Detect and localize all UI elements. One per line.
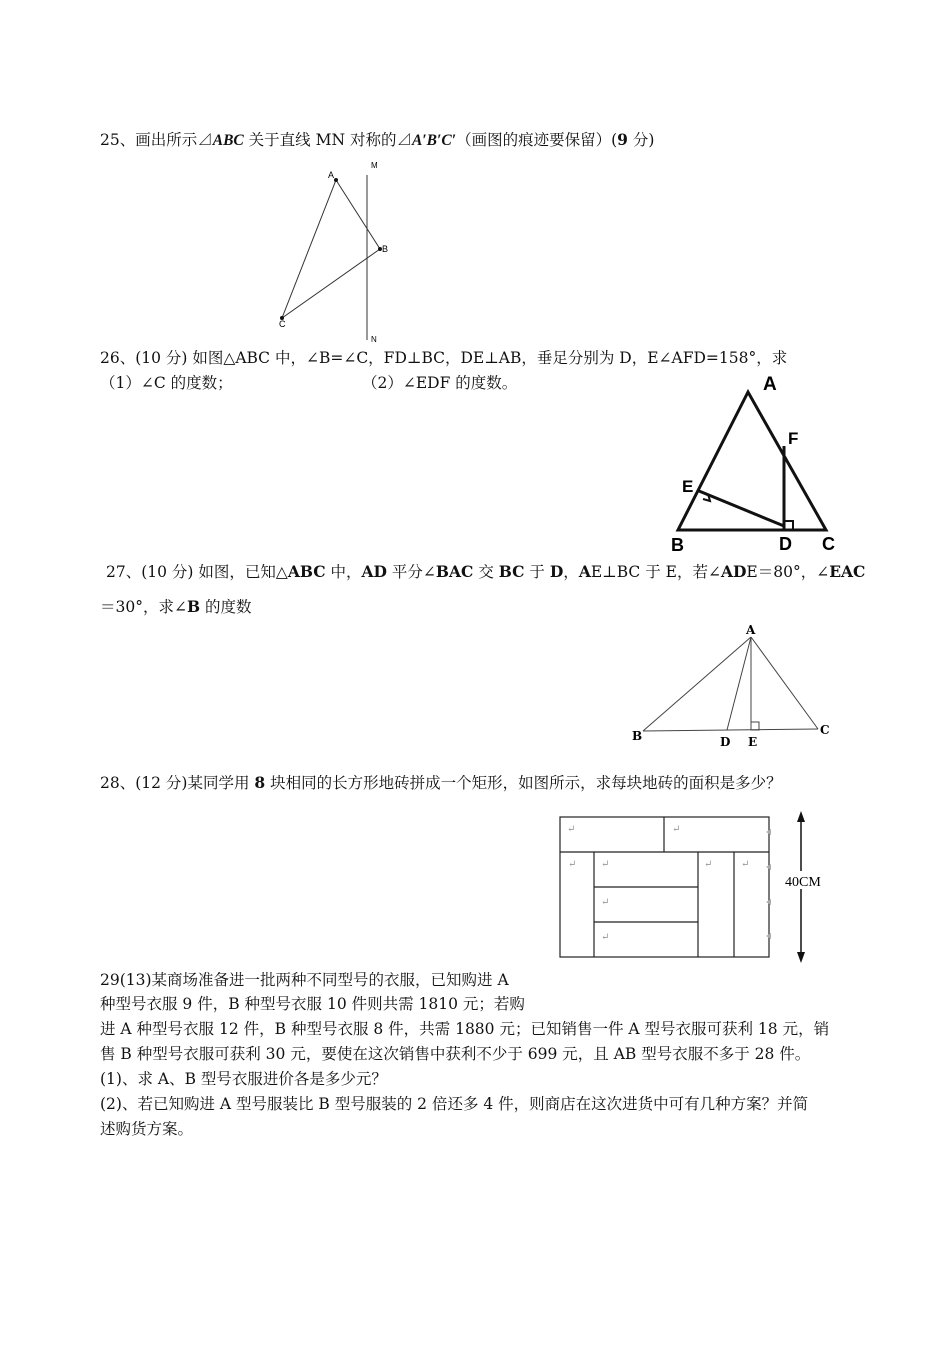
q25-text: 25、画出所示⊿ABC 关于直线 MN 对称的⊿A′B′C′（画图的痕迹要保留）(9 分) — [100, 130, 655, 149]
q29-line6: (2)、若已知购进 A 型号服装比 B 型号服装的 2 倍还多 4 件，则商店在这次进货中可有几种方案？并简 — [100, 1095, 809, 1113]
svg-text:↵: ↵ — [601, 932, 610, 943]
q26-part1: （1）∠C 的度数； — [100, 374, 233, 392]
q29-line7: 述购货方案。 — [100, 1120, 194, 1138]
label-c: C — [279, 319, 286, 329]
q29-line3: 进 A 种型号衣服 12 件，B 种型号衣服 8 件，共需 1880 元；已知销售一件 A 型号衣服可获利 18 元，销 — [100, 1020, 830, 1038]
label-a-26: A — [763, 374, 777, 395]
svg-text:↵: ↵ — [568, 859, 577, 870]
label-n: N — [371, 335, 377, 344]
q27-line2: ＝30°，求∠B 的度数 — [100, 597, 252, 616]
q26-part2: （2）∠EDF 的度数。 — [362, 374, 518, 392]
svg-text:↵: ↵ — [601, 859, 610, 870]
arrow-down — [797, 952, 805, 963]
label-c-26: C — [822, 534, 835, 554]
svg-text:↵: ↵ — [567, 824, 576, 835]
svg-text:↵: ↵ — [601, 897, 610, 908]
label-b-27: B — [632, 729, 643, 743]
svg-text:↵: ↵ — [672, 824, 681, 835]
label-b: B — [382, 244, 389, 254]
arrow-up — [797, 811, 805, 822]
label-a: A — [328, 170, 335, 180]
svg-text:↵: ↵ — [741, 859, 750, 870]
dimension-label: 40CM — [785, 875, 821, 890]
label-d-27: D — [720, 735, 731, 749]
svg-text:↵: ↵ — [704, 859, 713, 870]
q28-text: 28、(12 分)某同学用 8 块相同的长方形地砖拼成一个矩形，如图所示，求每块地砖的面积是多少？ — [100, 773, 782, 792]
q29-line2: 种型号衣服 9 件，B 种型号衣服 10 件则共需 1810 元；若购 — [100, 995, 525, 1013]
label-a-27: A — [746, 623, 756, 637]
q29-line5: (1)、求 A、B 型号衣服进价各是多少元？ — [100, 1070, 387, 1088]
label-c-27: C — [820, 723, 830, 737]
label-b-26: B — [671, 535, 684, 555]
label-e-26: E — [682, 477, 694, 496]
label-e-27: E — [748, 735, 758, 749]
q29-line4: 售 B 种型号衣服可获利 30 元，要使在这次销售中获利不少于 699 元，且 AB 型号衣服不多于 28 件。 — [100, 1045, 811, 1063]
label-f-26: F — [788, 429, 799, 448]
q29-line1: 29(13)某商场准备进一批两种不同型号的衣服，已知购进 A — [100, 971, 509, 989]
q27-line1: 27、(10 分) 如图，已知△ABC 中，AD 平分∠BAC 交 BC 于 D，AE⊥BC 于 E，若∠ADE＝80°，∠EAC — [106, 562, 866, 581]
label-m: M — [371, 161, 378, 170]
q26-line1: 26、(10 分) 如图△ABC 中，∠B=∠C，FD⊥BC，DE⊥AB，垂足分别为 D，E∠AFD=158°，求 — [100, 349, 788, 367]
label-d-26: D — [779, 534, 792, 554]
